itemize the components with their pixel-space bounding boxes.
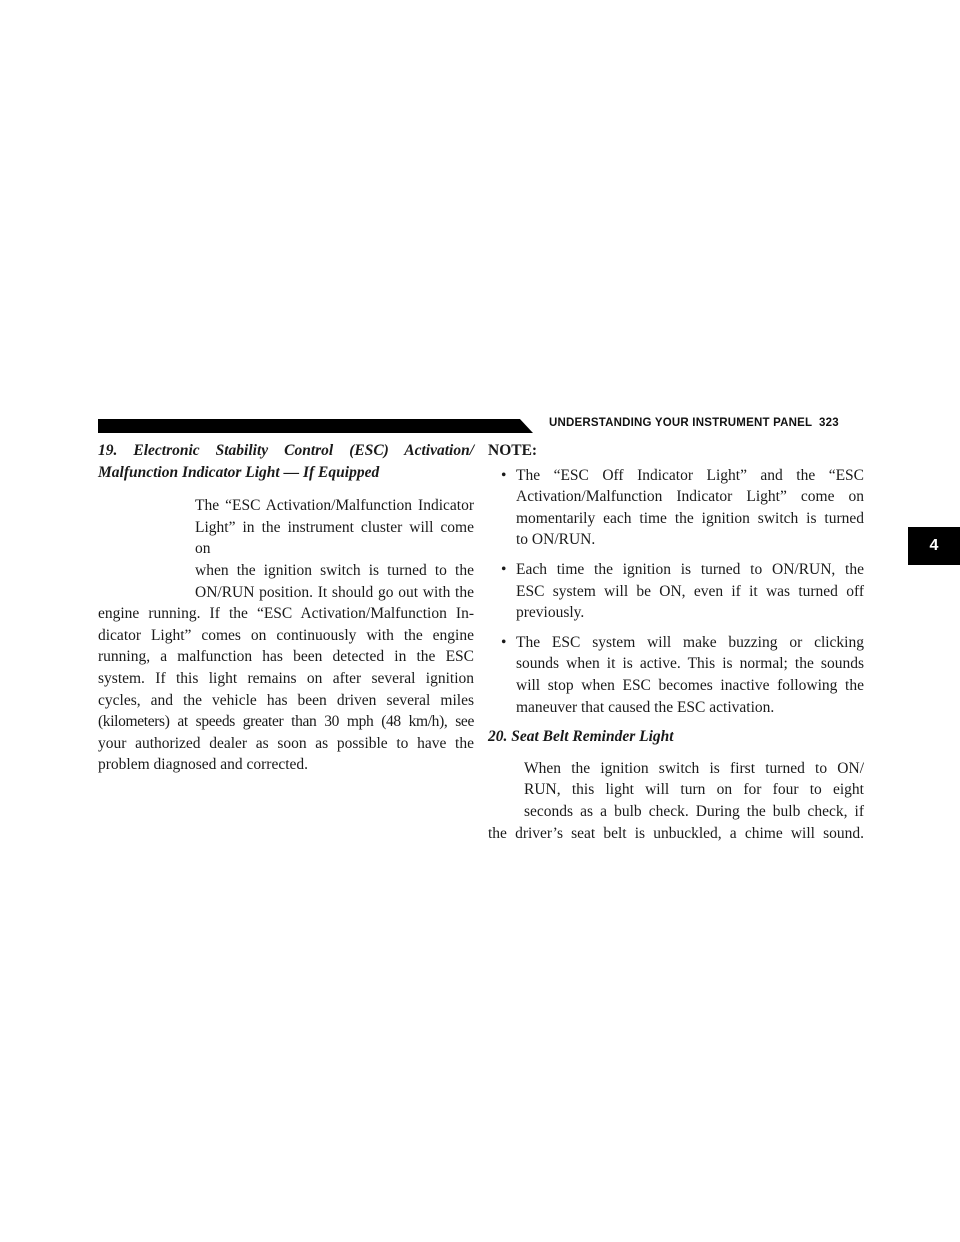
text-line: • The ESC system will make buzzing or clicking <box>516 633 864 651</box>
esc-body-text <box>98 603 474 776</box>
text-line: • The “ESC Off Indicator Light” and the “ESC <box>516 466 864 484</box>
list-item <box>488 559 864 624</box>
header-bar <box>98 419 533 433</box>
text-line: RUN, this light will turn on for four to eight <box>524 781 864 799</box>
right-column <box>488 440 864 844</box>
text-line: when the ignition switch is turned to the <box>195 561 474 579</box>
text-line: previously. <box>516 604 585 622</box>
esc-heading <box>98 440 474 483</box>
list-item <box>488 632 864 718</box>
text-line: The “ESC Activation/Malfunction Indicator <box>195 497 474 515</box>
text-line: will stop when ESC becomes inactive following the <box>516 676 864 694</box>
esc-icon-wrap-text <box>98 495 474 603</box>
chapter-tab: 4 <box>908 527 960 565</box>
text-line: ESC system will be ON, even if it was turned off <box>516 582 864 600</box>
seat-belt-body-text <box>488 823 864 845</box>
text-line: engine running. If the “ESC Activation/Malfunction In- <box>98 605 474 623</box>
text-line: the driver’s seat belt is unbuckled, a chime will sound. <box>488 824 864 842</box>
text-line: problem diagnosed and corrected. <box>98 756 309 774</box>
page-number: 323 <box>819 417 839 429</box>
text-line: cycles, and the vehicle has been driven several miles <box>98 691 474 709</box>
text-line: • Each time the ignition is turned to ON/RUN, the <box>516 560 864 578</box>
text-line: your authorized dealer as soon as possible to have the <box>98 734 474 752</box>
section-title: UNDERSTANDING YOUR INSTRUMENT PANEL <box>549 417 813 429</box>
text-line: maneuver that caused the ESC activation. <box>516 698 775 716</box>
list-item <box>488 465 864 551</box>
seat-belt-icon-wrap-text <box>488 758 864 823</box>
text-line: system. If this light remains on after several ignition <box>98 669 474 687</box>
heading-line: 19. Electronic Stability Control (ESC) Activation/ <box>98 442 474 459</box>
text-line: ON/RUN position. It should go out with the <box>195 583 474 601</box>
text-line: Light” in the instrument cluster will come on <box>195 518 474 558</box>
text-line: seconds as a bulb check. During the bulb check, if <box>524 802 864 820</box>
text-line: to ON/RUN. <box>516 531 596 549</box>
seat-belt-heading: 20. Seat Belt Reminder Light <box>488 728 674 746</box>
text-line: dicator Light” comes on continuously with the engine <box>98 626 474 644</box>
text-line: sounds when it is active. This is normal; the sounds <box>516 655 864 673</box>
text-line: Activation/Malfunction Indicator Light” come on <box>516 488 864 506</box>
left-column <box>98 440 474 776</box>
note-list <box>488 465 864 719</box>
text-line: When the ignition switch is first turned to ON/ <box>524 759 864 777</box>
heading-line: Malfunction Indicator Light — If Equipped <box>98 463 380 481</box>
note-label: NOTE: <box>488 442 538 459</box>
text-line: (kilometers) at speeds greater than 30 mph (48 km/h), see <box>98 713 474 731</box>
running-header <box>549 417 839 429</box>
text-line: momentarily each time the ignition switch is turned <box>516 509 864 527</box>
text-line: running, a malfunction has been detected in the ESC <box>98 648 474 666</box>
